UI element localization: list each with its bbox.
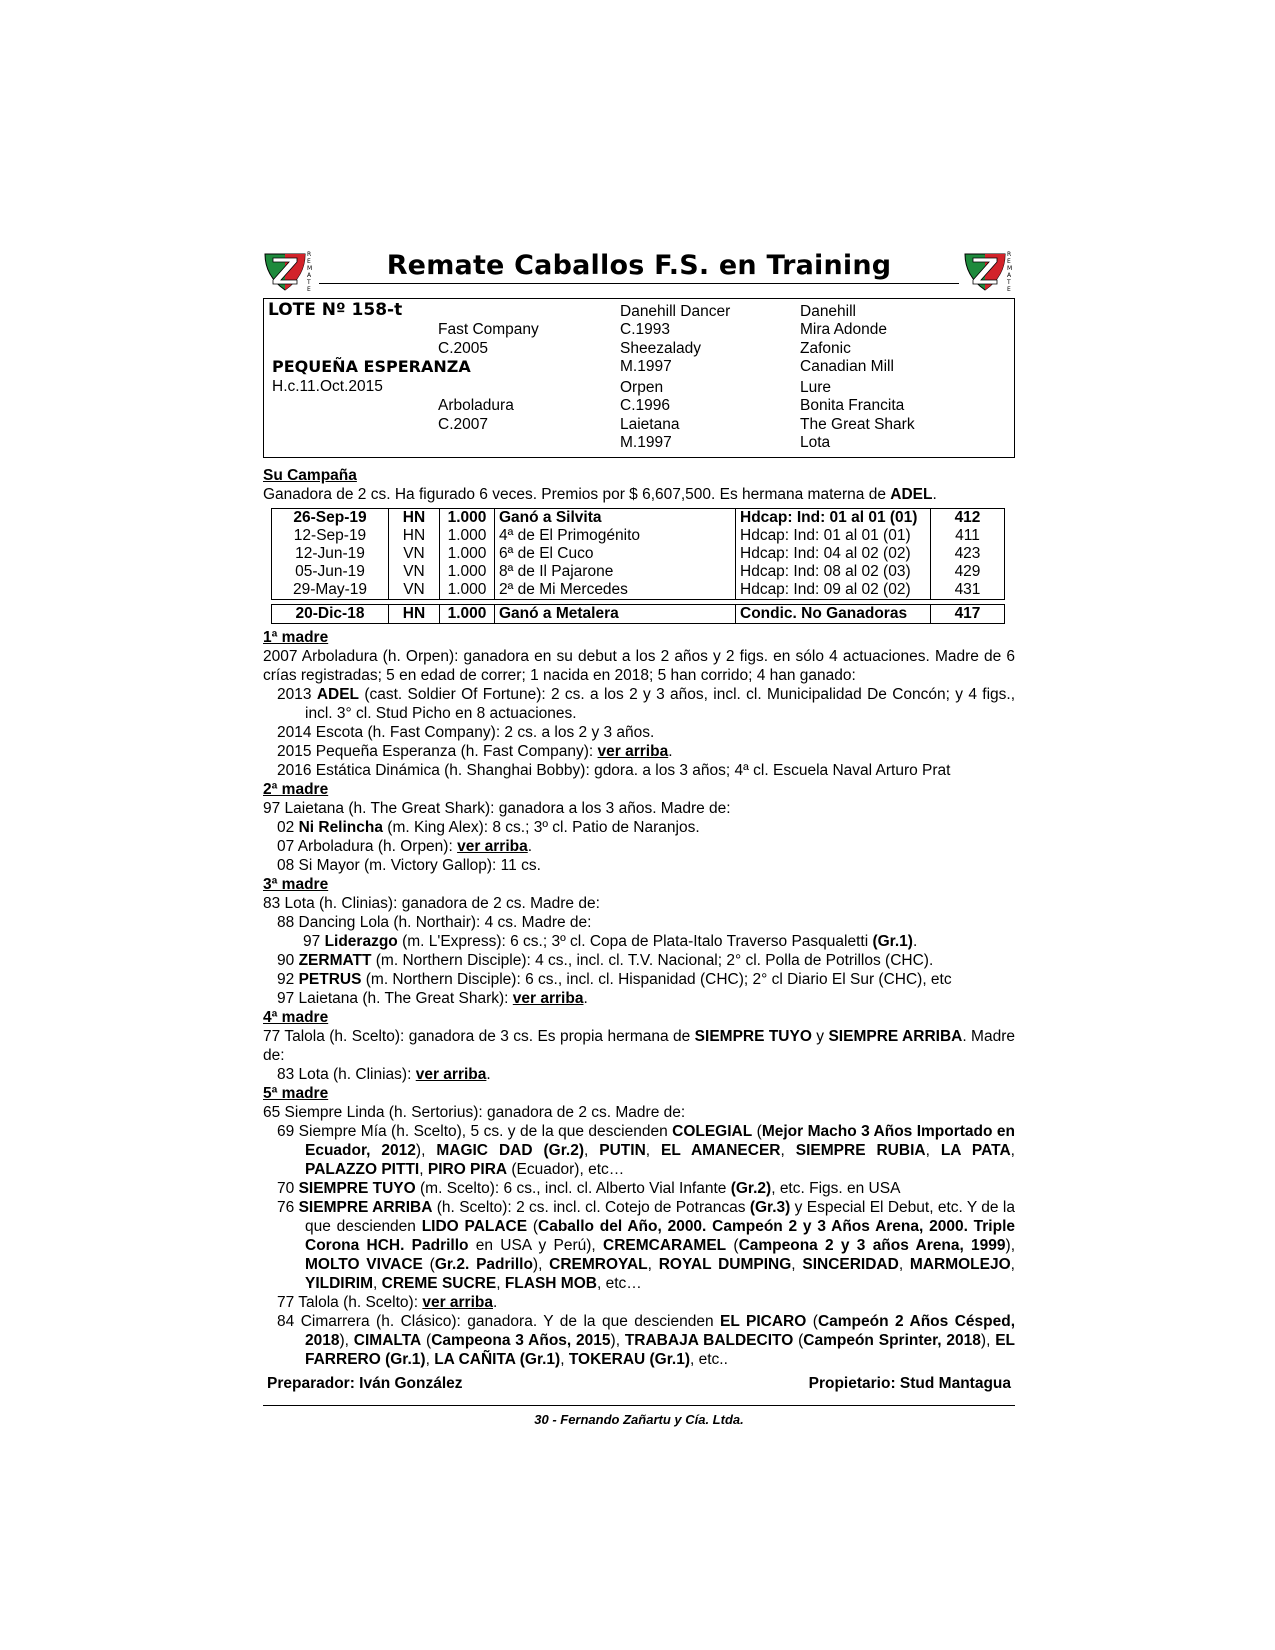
trainer: Preparador: Iván González [267,1375,463,1392]
ancestor-1: Danehill [800,303,857,320]
ancestor-5: Lure [800,379,832,396]
ancestor-2: Mira Adonde [800,321,888,338]
table-row: 29-May-19 VN 1.000 2ª de Mi Mercedes Hdcap: Ind: 09 al 02 (02) 431 [272,581,1005,600]
dam: Arboladura [438,397,514,414]
table-row: 26-Sep-19 HN 1.000 Ganó a Silvita Hdcap: Ind: 01 al 01 (01) 412 [272,509,1005,528]
section-title: 3ª madre [263,876,329,893]
svg-text:A: A [1007,272,1012,279]
svg-text:M: M [307,265,313,272]
table-row: 12-Jun-19 VN 1.000 6ª de El Cuco Hdcap: Ind: 04 al 02 (02) 423 [272,545,1005,563]
footer-divider [263,1405,1015,1406]
madre4-section: 4ª madre 77 Talola (h. Scelto): ganadora de 3 cs. Es propia hermana de SIEMPRE TUYO y SIEMPRE ARRIBA. Madre de: 83 Lota (h. Clinias): ver arriba. [263,1009,1015,1083]
section-title: 5ª madre [263,1085,329,1102]
svg-text:T: T [307,279,311,286]
table-row: 12-Sep-19 HN 1.000 4ª de El Primogénito Hdcap: Ind: 01 al 01 (01) 411 [272,527,1005,545]
svg-text:R: R [1007,251,1012,258]
document-page [263,240,1015,1427]
svg-text:E: E [1007,258,1011,265]
header [263,240,1015,298]
campaign-summary: Ganadora de 2 cs. Ha figurado 6 veces. Premios por $ 6,607,500. Es hermana materna de ADEL. [263,486,937,503]
section-title: 1ª madre [263,629,329,646]
section-title: 2ª madre [263,781,329,798]
sire: Fast Company [438,321,539,338]
svg-text:E: E [307,258,311,265]
owner: Propietario: Stud Mantagua [808,1375,1011,1392]
zj-remates-logo [963,246,1015,294]
svg-text:E: E [1007,286,1011,293]
page-number: 30 - Fernando Zañartu y Cía. Ltda. [534,1412,744,1427]
madre5-section: 5ª madre 65 Siempre Linda (h. Sertorius): ganadora de 2 cs. Madre de: 69 Siempre Mía (h. Scelto), 5 cs. y de la que descienden COLEGIAL (Mejor Macho 3 Años Importado en Ecuador, 2012), MAGIC DAD (Gr.2), PUTIN, EL AMANECER, SIEMPRE RUBIA, LA PATA, PALAZZO PITTI, PIRO PIRA (Ecuador), etc… 70 SIEMPRE TUYO (m. Scelto): 6 cs., incl. cl. Alberto Vial Infante (Gr.2), etc. Figs. en USA 76 SIEMPRE ARRIBA (h. Scelto): 2 cs. incl. cl. Cotejo de Potrancas (Gr.3) y Especial El Debut, etc. Y de la que descienden LIDO PALACE (Caballo del Año, 2000. Campeón 2 y 3 Años Arena, 2000. Triple Corona HCH. Padrillo en USA y Perú), CREMCARAMEL (Campeona 2 y 3 años Arena, 1999), MOLTO VIVACE (Gr.2. Padrillo), CREMROYAL, ROYAL DUMPING, SINCERIDAD, MARMOLEJO, YILDIRIM, CREME SUCRE, FLASH MOB, etc… 77 Talola (h. Scelto): ver arriba. 84 Cimarrera (h. Clásico): ganadora. Y de la que descienden EL PICARO (Campeón 2 Años Césped, 2018), CIMALTA (Campeona 3 Años, 2015), TRABAJA BALDECITO (Campeón Sprinter, 2018), EL FARRERO (Gr.1), LA CAÑITA (Gr.1), TOKERAU (Gr.1), etc.. [263,1085,1016,1368]
campaign-table [271,508,1005,624]
grandsire-2: Orpen [620,379,664,396]
page-title: Remate Caballos F.S. en Training [319,250,959,284]
ancestor-8: Lota [800,434,831,451]
granddam-1-info: M.1997 [620,358,672,375]
madre1-section: 1ª madre 2007 Arboladura (h. Orpen): ganadora en su debut a los 2 años y 2 figs. en sólo 4 actuaciones. Madre de 6 crías registradas; 5 en edad de correr; 1 nacida en 2018; 5 han corrido; 4 han ganado: 2013 ADEL (cast. Soldier Of Fortune): 2 cs. a los 2 y 3 años, incl. cl. Municipalidad De Concón; y 4 figs., incl. 3° cl. Stud Picho en 8 actuaciones. 2014 Escota (h. Fast Company): 2 cs. a los 2 y 3 años. 2015 Pequeña Esperanza (h. Fast Company): ver arriba. 2016 Estática Dinámica (h. Shanghai Bobby): gdora. a los 3 años; 4ª cl. Escuela Naval Arturo Prat [263,629,1016,779]
ancestor-4: Canadian Mill [800,358,894,375]
grandsire-1-info: C.1993 [620,321,670,338]
section-title: Su Campaña [263,467,357,484]
sire-info: C.2005 [438,340,488,357]
madre3-section: 3ª madre 83 Lota (h. Clinias): ganadora de 2 cs. Madre de: 88 Dancing Lola (h. Northair): 4 cs. Madre de: 97 Liderazgo (m. L'Express): 6 cs.; 3º cl. Copa de Plata-Italo Traverso Pasqualetti (Gr.1). 90 ZERMATT (m. Northern Disciple): 4 cs., incl. cl. T.V. Nacional; 2° cl. Polla de Potrillos (CHC). 92 PETRUS (m. Northern Disciple): 6 cs., incl. cl. Hispanidad (CHC); 2° cl Diario El Sur (CHC), etc 97 Laietana (h. The Great Shark): ver arriba. [263,875,1015,1008]
grandsire-1: Danehill Dancer [620,303,731,320]
grandsire-2-info: C.1996 [620,397,670,414]
footer-credits [263,1375,1015,1397]
section-title: 4ª madre [263,1009,329,1026]
svg-text:R: R [307,251,312,258]
granddam-2-info: M.1997 [620,434,672,451]
granddam-2: Laietana [620,416,680,433]
table-row: 05-Jun-19 VN 1.000 8ª de Il Pajarone Hdcap: Ind: 08 al 02 (03) 429 [272,563,1005,581]
zj-remates-logo [263,246,315,294]
horse-name: PEQUEÑA ESPERANZA [272,357,471,376]
table-row: 20-Dic-18 HN 1.000 Ganó a Metalera Condic. No Ganadoras 417 [272,605,1005,624]
svg-text:M: M [1007,265,1013,272]
svg-text:A: A [307,272,312,279]
madre2-section: 2ª madre 97 Laietana (h. The Great Shark): ganadora a los 3 años. Madre de: 02 Ni Relincha (m. King Alex): 8 cs.; 3º cl. Patio de Naranjos. 07 Arboladura (h. Orpen): ver arriba. 08 Si Mayor (m. Victory Gallop): 11 cs. [263,780,1015,875]
ancestor-3: Zafonic [800,340,851,357]
dam-info: C.2007 [438,416,488,433]
ancestor-7: The Great Shark [800,416,915,433]
horse-info: H.c.11.Oct.2015 [272,378,383,395]
pedigree-box [263,298,1015,458]
granddam-1: Sheezalady [620,340,702,357]
ancestor-6: Bonita Francita [800,397,905,414]
svg-text:T: T [1007,279,1011,286]
campaign-section [263,466,1015,624]
lot-number: LOTE Nº 158-t [268,300,403,320]
svg-text:E: E [307,286,311,293]
